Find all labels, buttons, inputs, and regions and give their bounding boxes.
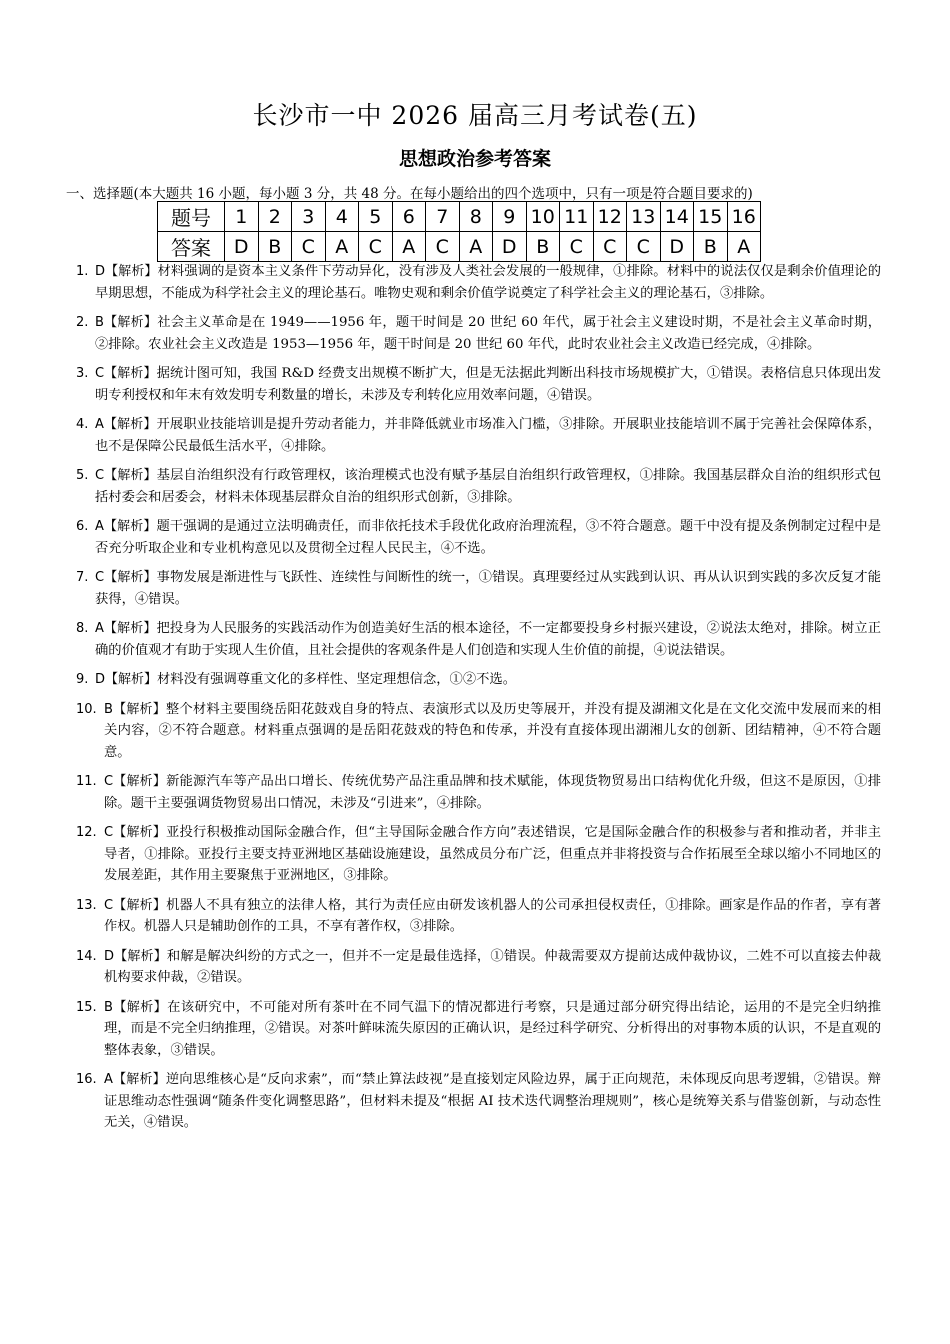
item-answer-key: D【解析】 xyxy=(95,264,158,279)
question-number: 8 xyxy=(459,202,493,232)
item-number: 7. xyxy=(76,570,89,585)
item-text: 据统计图可知，我国 R&D 经费支出规模不断扩大，但是无法据此判断出科技市场规模扩大，①错误。表格信息只体现出发明专利授权和年末有效发明专利数量的增长，未涉及专利转化应用效率问题，④错误。 xyxy=(95,366,881,403)
item-text: 在该研究中，不可能对所有茶叶在不同气温下的情况都进行考察，只是通过部分研究得出结论，运用的不是完全归纳推理，而是不完全归纳推理，②错误。对茶叶鲜味流失原因的正确认识，是经过科学研究、分析得出的对事物本质的认识，不是直观的整体表象，③错误。 xyxy=(104,999,882,1058)
item-text: 逆向思维核心是“反向求索”，而“禁止算法歧视”是直接划定风险边界，属于正向规范，未体现反向思考逻辑，②错误。辩证思维动态性强调“随条件变化调整思路”，但材料未提及“根据 AI 技术迭代调整治理规则”，核心是统筹关系与借鉴创新，与动态性无关，④错误。 xyxy=(104,1072,881,1130)
item-text: 事物发展是渐进性与飞跃性、连续性与间断性的统一，①错误。真理要经过从实践到认识、再从认识到实践的多次反复才能获得，④错误。 xyxy=(95,570,881,607)
page-title: 长沙市一中 2026 届高三月考试卷(五) xyxy=(252,101,698,130)
question-number: 10 xyxy=(526,202,560,232)
question-number: 12 xyxy=(593,202,627,232)
item-number: 12. xyxy=(76,825,97,840)
explanation-item xyxy=(76,822,881,887)
answer-cell: A xyxy=(325,232,359,262)
item-number: 13. xyxy=(76,897,97,913)
item-number: 4. xyxy=(76,417,89,432)
item-text: 整个材料主要围绕岳阳花鼓戏自身的特点、表演形式以及历史等展开，并没有提及湖湘文化是在文化交流中发展而来的相关内容，②不符合题意。材料重点强调的是岳阳花鼓戏的特色和传承，并没有直接体现出湖湘儿女的创新、团结精神，④不符合题意。 xyxy=(104,701,882,760)
answer-cell: A xyxy=(459,232,493,262)
item-answer-key: D【解析】 xyxy=(104,948,167,964)
explanation-item xyxy=(76,771,881,814)
item-number: 14. xyxy=(76,948,97,964)
answer-row xyxy=(158,232,761,262)
item-number: 8. xyxy=(76,621,89,636)
section-heading: 一、选择题(本大题共 16 小题，每小题 3 分，共 48 分。在每小题给出的四个选项中，只有一项是符合题目要求的) xyxy=(66,186,753,202)
row-label-answer: 答案 xyxy=(158,232,225,262)
answer-cell: A xyxy=(392,232,426,262)
question-number: 1 xyxy=(225,202,259,232)
explanation-item xyxy=(76,618,881,661)
explanation-item xyxy=(76,946,881,989)
item-answer-key: C【解析】 xyxy=(104,825,167,840)
answer-cell: D xyxy=(493,232,527,262)
item-text: 开展职业技能培训是提升劳动者能力，并非降低就业市场准入门槛，③排除。开展职业技能培训不属于完善社会保障体系，也不是保障公民最低生活水平，④排除。 xyxy=(95,417,881,454)
answer-cell: B xyxy=(694,232,728,262)
answer-cell: D xyxy=(660,232,694,262)
question-number: 4 xyxy=(325,202,359,232)
item-text: 社会主义革命是在 1949——1956 年，题干时间是 20 世纪 60 年代，属于社会主义建设时期，不是社会主义革命时期，②排除。农业社会主义改造是 1953—1956 年，题干时间是 20 世纪 60 年代，此时农业社会主义改造已经完成，④排除。 xyxy=(95,315,881,352)
explanation-item xyxy=(76,516,881,559)
answer-cell: B xyxy=(526,232,560,262)
question-number: 2 xyxy=(258,202,292,232)
explanation-item xyxy=(76,363,881,406)
item-text: 和解是解决纠纷的方式之一，但并不一定是最佳选择，①错误。仲裁需要双方提前达成仲裁协议，二姓不可以直接去仲裁机构要求仲裁，②错误。 xyxy=(104,948,882,985)
explanation-item xyxy=(76,895,881,938)
item-text: 材料没有强调尊重文化的多样性、坚定理想信念，①②不选。 xyxy=(157,672,517,687)
item-answer-key: D【解析】 xyxy=(95,672,158,687)
item-number: 16. xyxy=(76,1072,97,1087)
item-number: 15. xyxy=(76,999,97,1015)
question-number: 5 xyxy=(359,202,393,232)
item-answer-key: B【解析】 xyxy=(95,315,158,330)
question-number: 15 xyxy=(694,202,728,232)
item-number: 3. xyxy=(76,366,89,381)
answer-table xyxy=(157,201,761,262)
answer-cell: C xyxy=(359,232,393,262)
answer-cell: A xyxy=(727,232,761,262)
answer-cell: D xyxy=(225,232,259,262)
item-answer-key: A【解析】 xyxy=(95,417,157,432)
answer-cell: B xyxy=(258,232,292,262)
item-text: 亚投行积极推动国际金融合作，但“主导国际金融合作方向”表述错误，它是国际金融合作的积极参与者和推动者，并非主导者，①排除。亚投行主要支持亚洲地区基础设施建设，虽然成员分布广泛，但重点并非将投资与合作拓展至全球以缩小不同地区的发展差距，其作用主要聚焦于亚洲地区，③排除。 xyxy=(104,825,881,883)
answer-cell: C xyxy=(627,232,661,262)
item-answer-key: C【解析】 xyxy=(104,774,167,789)
item-number: 11. xyxy=(76,774,97,789)
explanation-item xyxy=(76,699,881,764)
item-number: 6. xyxy=(76,519,89,534)
item-answer-key: A【解析】 xyxy=(95,621,157,636)
explanation-list xyxy=(76,261,881,1142)
explanation-item xyxy=(76,1069,881,1134)
explanation-item xyxy=(76,261,881,304)
item-answer-key: C【解析】 xyxy=(95,468,157,483)
question-number-row xyxy=(158,202,761,232)
item-answer-key: C【解析】 xyxy=(95,570,157,585)
explanation-item xyxy=(76,669,881,691)
explanation-item xyxy=(76,312,881,355)
question-number: 6 xyxy=(392,202,426,232)
item-text: 新能源汽车等产品出口增长、传统优势产品注重品牌和技术赋能，体现货物贸易出口结构优化升级，但这不是原因，①排除。题干主要强调货物贸易出口情况，未涉及“引进来”，④排除。 xyxy=(104,774,882,811)
question-number: 11 xyxy=(560,202,594,232)
question-number: 13 xyxy=(627,202,661,232)
item-number: 5. xyxy=(76,468,89,483)
question-number: 3 xyxy=(292,202,326,232)
item-number: 10. xyxy=(76,701,97,717)
item-answer-key: A【解析】 xyxy=(95,519,157,534)
item-text: 机器人不具有独立的法律人格，其行为责任应由研发该机器人的公司承担侵权责任，①排除。画家是作品的作者，享有著作权。机器人只是辅助创作的工具，不享有著作权，③排除。 xyxy=(104,897,882,934)
explanation-item xyxy=(76,465,881,508)
item-text: 题干强调的是通过立法明确责任，而非依托技术手段优化政府治理流程，③不符合题意。题干中没有提及条例制定过程中是否充分听取企业和专业机构意见以及贯彻全过程人民民主，④不选。 xyxy=(95,519,881,556)
item-number: 1. xyxy=(76,264,89,279)
item-answer-key: C【解析】 xyxy=(104,897,167,913)
explanation-item xyxy=(76,997,881,1062)
item-text: 基层自治组织没有行政管理权，该治理模式也没有赋予基层自治组织行政管理权，①排除。我国基层群众自治的组织形式包括村委会和居委会，材料未体现基层群众自治的组织形式创新，③排除。 xyxy=(95,468,881,505)
question-number: 7 xyxy=(426,202,460,232)
item-answer-key: C【解析】 xyxy=(95,366,157,381)
explanation-item xyxy=(76,414,881,457)
explanation-item xyxy=(76,567,881,610)
item-answer-key: A【解析】 xyxy=(104,1072,166,1087)
item-answer-key: B【解析】 xyxy=(104,999,168,1015)
item-text: 把投身为人民服务的实践活动作为创造美好生活的根本途径，不一定都要投身乡村振兴建设，②说法太绝对，排除。树立正确的价值观才有助于实现人生价值，且社会提供的客观条件是人们创造和实现人生价值的前提，④说法错误。 xyxy=(95,621,881,658)
item-number: 9. xyxy=(76,672,89,687)
item-answer-key: B【解析】 xyxy=(104,701,166,717)
answer-cell: C xyxy=(292,232,326,262)
answer-cell: C xyxy=(593,232,627,262)
item-number: 2. xyxy=(76,315,89,330)
answer-cell: C xyxy=(560,232,594,262)
page-subtitle: 思想政治参考答案 xyxy=(398,148,551,170)
question-number: 9 xyxy=(493,202,527,232)
item-text: 材料强调的是资本主义条件下劳动异化，没有涉及人类社会发展的一般规律，①排除。材料中的说法仅仅是剩余价值理论的早期思想，不能成为科学社会主义的理论基石。唯物史观和剩余价值学说奠定了科学社会主义的理论基石，③排除。 xyxy=(95,264,882,301)
answer-cell: C xyxy=(426,232,460,262)
row-label-question: 题号 xyxy=(158,202,225,232)
question-number: 16 xyxy=(727,202,761,232)
question-number: 14 xyxy=(660,202,694,232)
